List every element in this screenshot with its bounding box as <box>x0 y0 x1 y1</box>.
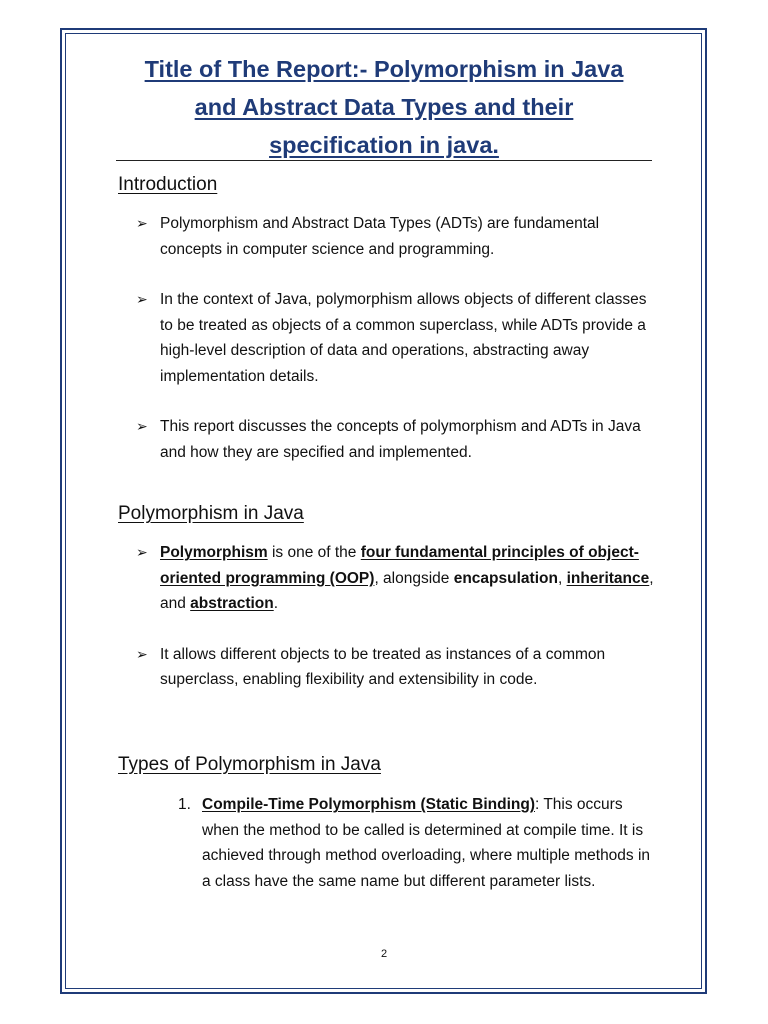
list-item <box>136 287 656 389</box>
arrow-bullet-icon: ➢ <box>136 418 148 434</box>
polymorphism-list <box>136 540 656 693</box>
list-item <box>136 414 656 465</box>
report-title-line-3: specification in java. <box>269 132 499 158</box>
types-heading: Types of Polymorphism in Java <box>118 754 381 775</box>
item-text <box>178 792 656 894</box>
text-run: is one of the <box>267 544 361 561</box>
bullet-text: This report discusses the concepts of polymorphism and ADTs in Java and how they are specified and implemented. <box>160 418 641 461</box>
term-oop-principles: four fundamental principles of object-oriented programming (OOP) <box>160 544 639 587</box>
bullet-text <box>160 544 654 612</box>
term-inheritance: inheritance <box>566 569 650 587</box>
types-numbered-item <box>178 792 656 894</box>
text-run: , and <box>160 569 654 612</box>
introduction-heading: Introduction <box>118 174 218 195</box>
introduction-list <box>136 211 656 465</box>
report-title-line-2: and Abstract Data Types and their <box>194 94 574 120</box>
report-title-line-1: Title of The Report:- Polymorphism in Java <box>144 56 624 82</box>
text-run: . <box>273 595 279 612</box>
polymorphism-heading: Polymorphism in Java <box>118 503 304 524</box>
arrow-bullet-icon: ➢ <box>136 215 148 231</box>
item-number: 1. <box>178 796 191 813</box>
arrow-bullet-icon: ➢ <box>136 544 148 560</box>
list-item <box>136 642 656 693</box>
term-encapsulation: encapsulation <box>453 569 558 587</box>
term-compile-time: Compile-Time Polymorphism (Static Binding) <box>202 796 535 813</box>
text-run: , alongside <box>374 569 454 587</box>
page-number: 2 <box>380 948 388 960</box>
arrow-bullet-icon: ➢ <box>136 291 148 307</box>
bullet-text: Polymorphism and Abstract Data Types (ADTs) are fundamental concepts in computer science and programming. <box>160 215 600 258</box>
term-polymorphism: Polymorphism <box>160 544 268 561</box>
report-title <box>116 50 652 164</box>
list-item <box>136 211 656 262</box>
arrow-bullet-icon: ➢ <box>136 645 148 662</box>
list-item <box>136 540 656 617</box>
text-run: , <box>557 569 567 587</box>
term-abstraction: abstraction <box>190 595 274 612</box>
text-run: : This occurs when the method to be called is determined at compile time. It is achieved through method overloading, where multiple methods in a class have the same name but different parameter lists. <box>202 796 651 890</box>
bullet-text: It allows different objects to be treated as instances of a common superclass, enabling flexibility and extensibility in code. <box>160 645 606 688</box>
title-divider <box>116 160 652 161</box>
bullet-text: In the context of Java, polymorphism allows objects of different classes to be treated as objects of a common superclass, while ADTs provide a high-level description of data and operations, abstracting away implementation details. <box>160 291 647 385</box>
